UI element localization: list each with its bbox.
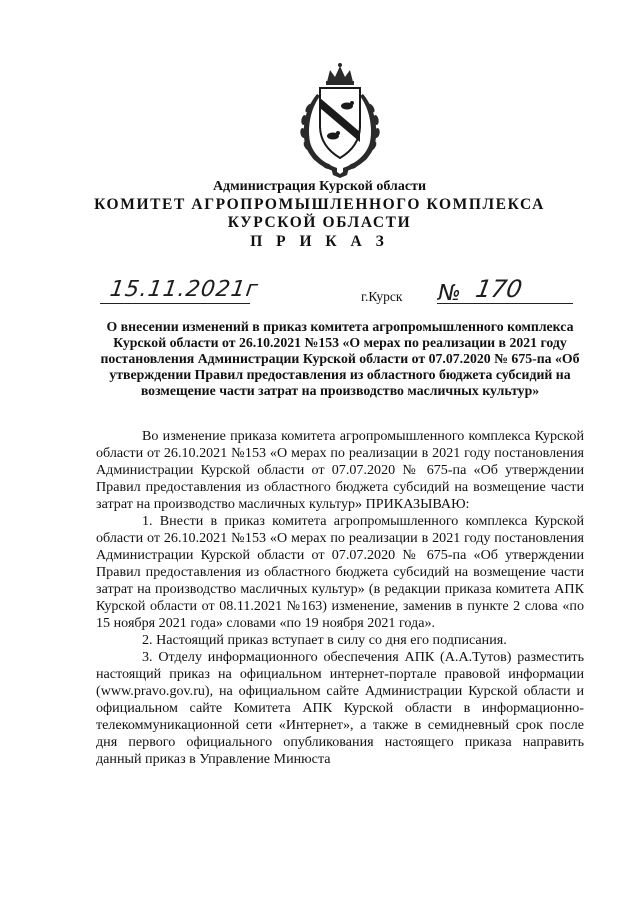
handwritten-number: 170 (473, 275, 525, 303)
document-meta-row (0, 275, 639, 309)
administration-name: Администрация Курской области (212, 179, 427, 194)
clause-2-paragraph: 2. Настоящий приказ вступает в силу со дня его подписания. (142, 632, 507, 648)
kursk-region-coat-of-arms-icon (287, 62, 393, 178)
clause-1-paragraph: 1. Внести в приказ комитета агропромышленного комплекса Курской области от 26.10.2021 №153 «О мерах по реализации в 2021 году постановления Администрации Курской области от 07.07.2020 № 675-па «Об утверждении Правил предоставления из областного бюджета субсидий на возмещение части затрат на производство масличных культур» (в редакции приказа комитета АПК Курской области от 08.11.2021 №163) изменение, заменив в пункте 2 слова «по 15 ноября 2021 года» словами «по 19 ноября 2021 года». (96, 513, 584, 631)
number-underline (437, 303, 573, 304)
document-body (96, 428, 584, 768)
handwritten-date: 15.11.2021г (108, 277, 261, 302)
document-subject: О внесении изменений в приказ комитета агропромышленного комплекса Курской области от 26.10.2021 №153 «О мерах по реализации в 2021 году постановления Администрации Курской области от 07.07.2020 № 675-па «Об утверждении Правил предоставления из областного бюджета субсидий на возмещение части затрат на производство масличных культур» (100, 319, 580, 398)
number-sign: № (438, 281, 461, 306)
document-type: П Р И К А З (250, 233, 389, 250)
date-underline (100, 303, 250, 304)
committee-name-line-2: КУРСКОЙ ОБЛАСТИ (227, 214, 412, 231)
clause-3-paragraph: 3. Отделу информационного обеспечения АПК (А.А.Тутов) разместить настоящий приказ на официальном интернет-портале правовой информации (www.pravo.gov.ru), на официальном сайте Администрации Курской области и официальном сайте Комитета АПК Курской области в информационно-телекоммуникационной сети «Интернет», а также в семидневный срок после дня первого официального опубликования настоящего приказа направить данный приказ в Управление Минюста (96, 649, 584, 767)
issue-city: г.Курск (361, 289, 403, 304)
preamble-paragraph: Во изменение приказа комитета агропромышленного комплекса Курской области от 26.10.2021 №153 «О мерах по реализации в 2021 году постановления Администрации Курской области от 07.07.2020 № 675-па «Об утверждении Правил предоставления из областного бюджета субсидий на возмещение части затрат на производство масличных культур» ПРИКАЗЫВАЮ: (96, 428, 584, 512)
committee-name-line-1: КОМИТЕТ АГРОПРОМЫШЛЕННОГО КОМПЛЕКСА (94, 196, 545, 213)
